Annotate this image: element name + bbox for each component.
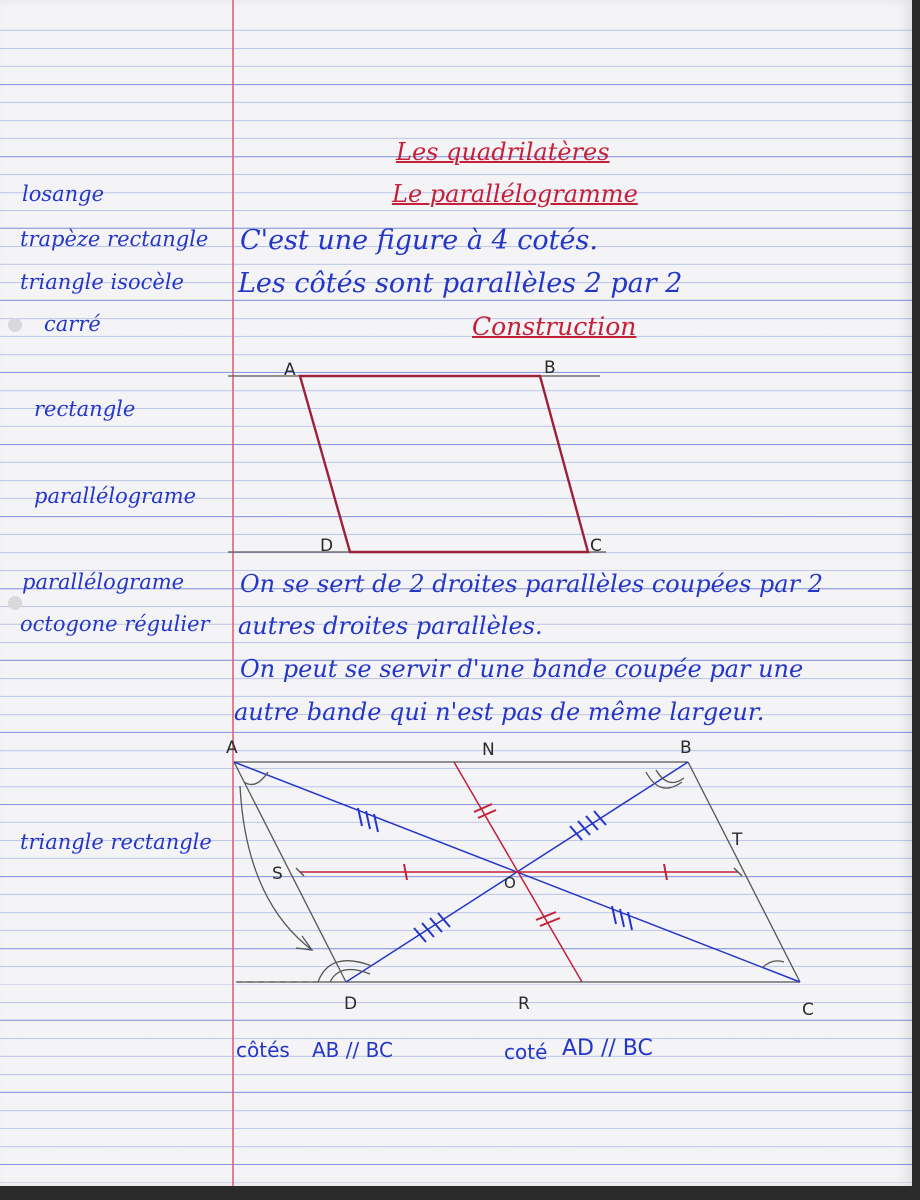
- construction-line-2: autres droites parallèles.: [238, 612, 543, 640]
- fig2-label-c: C: [802, 1000, 814, 1020]
- fig1-label-d: D: [320, 536, 334, 556]
- page-title: Les quadrilatères: [396, 138, 610, 166]
- construction-line-3: On peut se servir d'une bande coupée par une: [240, 655, 804, 683]
- page-subtitle: Le parallélogramme: [392, 180, 638, 208]
- construction-line-4: autre bande qui n'est pas de même largeur.: [234, 698, 765, 726]
- definition-line-1: C'est une figure à 4 cotés.: [240, 225, 598, 256]
- margin-item-carre: carré: [44, 312, 101, 336]
- footer-right-relation: AD // BC: [562, 1036, 653, 1061]
- fig1-parallelogram: [300, 376, 588, 552]
- margin-item-rectangle: rectangle: [34, 397, 136, 421]
- margin-item-triangle-rectangle: triangle rectangle: [20, 830, 212, 854]
- footer-right-prefix: coté: [504, 1040, 548, 1064]
- margin-item-triangle-isocele: triangle isocèle: [20, 270, 184, 294]
- margin-item-parallelograme-2: parallélograme: [22, 570, 185, 594]
- construction-line-1: On se sert de 2 droites parallèles coupées par 2: [240, 570, 823, 598]
- fig2-angle-c: [762, 961, 784, 968]
- margin-item-losange: losange: [22, 182, 105, 206]
- footer-left-relation: AB // BC: [312, 1038, 393, 1062]
- fig2-label-d: D: [344, 994, 358, 1014]
- fig1-label-b: B: [544, 358, 556, 378]
- fig2-label-t: T: [732, 830, 743, 850]
- margin-item-octogone: octogone régulier: [20, 612, 210, 636]
- fig2-label-a: A: [226, 738, 238, 758]
- fig2-double-ticks: [474, 804, 560, 926]
- definition-line-2: Les côtés sont parallèles 2 par 2: [238, 268, 683, 299]
- fig2-label-o: O: [504, 874, 516, 892]
- fig2-label-s: S: [272, 864, 283, 884]
- fig2-label-r: R: [518, 994, 530, 1014]
- fig2-label-b: B: [680, 738, 692, 758]
- margin-item-parallelograme: parallélograme: [34, 484, 197, 508]
- footer-left-prefix: côtés: [236, 1038, 290, 1062]
- fig1-label-a: A: [284, 360, 296, 380]
- fig1-label-c: C: [590, 536, 602, 556]
- fig2-label-n: N: [482, 740, 495, 760]
- section-title: Construction: [472, 312, 637, 341]
- margin-item-trapeze: trapèze rectangle: [20, 227, 209, 251]
